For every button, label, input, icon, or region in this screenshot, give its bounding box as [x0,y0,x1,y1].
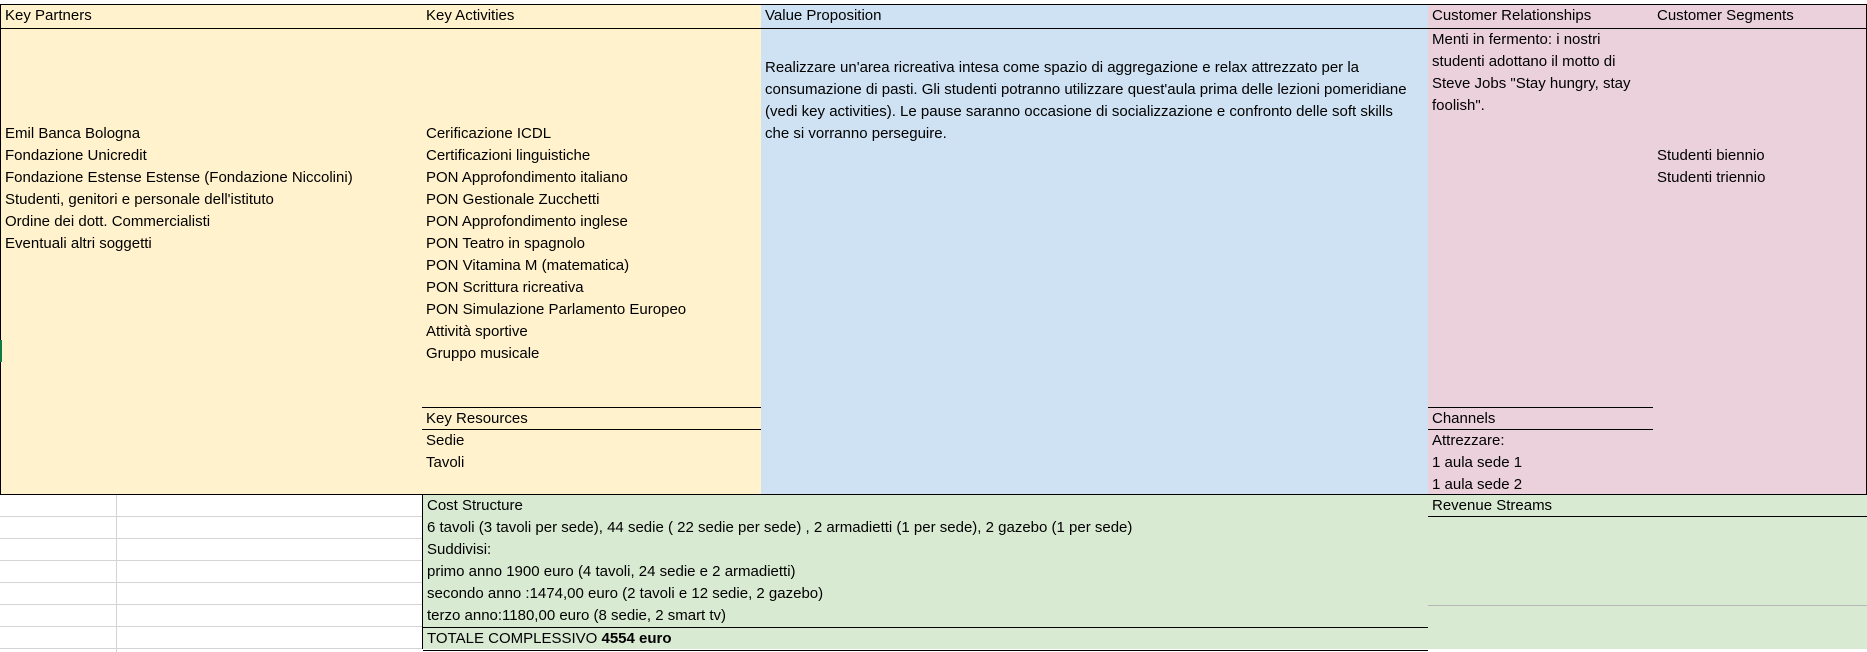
list-item[interactable]: PON Approfondimento inglese [426,213,628,230]
gridline-row [0,604,422,605]
list-item[interactable]: Fondazione Estense Estense (Fondazione Niccolini) [5,169,353,186]
cost-structure-block[interactable] [422,494,1429,649]
list-item[interactable]: Studenti, genitori e personale dell'istituto [5,191,274,208]
revenue-streams-title: Revenue Streams [1428,495,1867,517]
list-item[interactable]: Ordine dei dott. Commercialisti [5,213,211,230]
list-item[interactable]: PON Vitamina M (matematica) [426,257,630,274]
list-item[interactable]: Emil Banca Bologna [5,125,141,142]
list-item[interactable]: PON Scrittura ricreativa [426,279,584,296]
list-item[interactable]: Cerificazione ICDL [426,125,552,142]
cost-total-value: 4554 euro [601,630,672,647]
list-item[interactable]: Studenti biennio [1657,147,1765,164]
list-item[interactable]: Studenti triennio [1657,169,1766,186]
gridline-row [0,582,422,583]
list-item[interactable]: Certificazioni linguistiche [426,147,591,164]
list-item[interactable]: PON Gestionale Zucchetti [426,191,600,208]
list-item[interactable]: Attrezzare: [1432,432,1505,449]
list-item[interactable]: Suddivisi: [427,541,492,558]
value-proposition-text[interactable]: Realizzare un'area ricreativa intesa come spazio di aggregazione e relax attrezzato per la consumazione di pasti. Gli studenti potranno utilizzare quest'aula prima delle lezioni pomeridiane (vedi key activities). Le pause saranno occasione di socializzazione e confronto delle soft skills che si vorranno perseguire. [765,59,1407,142]
key-activities-list [422,123,761,365]
channels-title: Channels [1428,408,1653,430]
active-cell-marker [0,340,2,362]
list-item[interactable]: secondo anno :1474,00 euro (2 tavoli e 12 sedie, 2 gazebo) [427,585,824,602]
list-item[interactable]: terzo anno:1180,00 euro (8 sedie, 2 smart tv) [427,607,727,624]
key-activities-title: Key Activities [422,5,761,29]
key-partners-title: Key Partners [1,5,422,29]
key-partners-list [1,123,422,255]
customer-segments-title: Customer Segments [1653,5,1866,29]
customer-segments-list [1653,145,1866,189]
key-resources-block[interactable] [422,407,762,495]
list-item[interactable]: Sedie [426,432,465,449]
cost-structure-title: Cost Structure [427,497,523,514]
list-item[interactable]: Eventuali altri soggetti [5,235,152,252]
customer-relationships-title: Customer Relationships [1428,5,1653,29]
list-item[interactable]: 1 aula sede 2 [1432,476,1523,493]
gridline-row [0,560,422,561]
list-item[interactable]: Gruppo musicale [426,345,540,362]
gridline-row [0,648,422,649]
list-item[interactable]: PON Approfondimento italiano [426,169,628,186]
list-item[interactable]: primo anno 1900 euro (4 tavoli, 24 sedie e 2 armadietti) [427,563,796,580]
customer-relationships-block[interactable] [1428,4,1654,408]
gridline-row [0,516,422,517]
cost-total-label: TOTALE COMPLESSIVO [427,630,602,647]
gridline-row [0,538,422,539]
list-item[interactable]: PON Simulazione Parlamento Europeo [426,301,687,318]
list-item[interactable]: Fondazione Unicredit [5,147,147,164]
key-activities-block[interactable] [422,4,762,408]
customer-relationships-text[interactable]: Menti in fermento: i nostri studenti adottano il motto di Steve Jobs "Stay hungry, stay foolish". [1432,31,1631,114]
value-proposition-block[interactable] [761,4,1429,495]
list-item[interactable]: PON Teatro in spagnolo [426,235,585,252]
list-item[interactable]: 1 aula sede 1 [1432,454,1523,471]
customer-segments-block[interactable] [1653,4,1867,495]
list-item[interactable]: Tavoli [426,454,465,471]
key-partners-block[interactable] [0,4,423,495]
list-item[interactable]: Attività sportive [426,323,528,340]
revenue-divider [1428,605,1867,606]
key-resources-title: Key Resources [422,408,761,430]
revenue-streams-block[interactable] [1428,494,1867,649]
cost-total-row[interactable] [423,627,1428,651]
gridline-col [116,494,117,652]
list-item[interactable]: 6 tavoli (3 tavoli per sede), 44 sedie ( 22 sedie per sede) , 2 armadietti (1 per sede), 2 gazebo (1 per sede) [427,519,1133,536]
channels-block[interactable] [1428,407,1654,495]
value-proposition-title: Value Proposition [761,5,1428,29]
gridline-row [0,626,422,627]
